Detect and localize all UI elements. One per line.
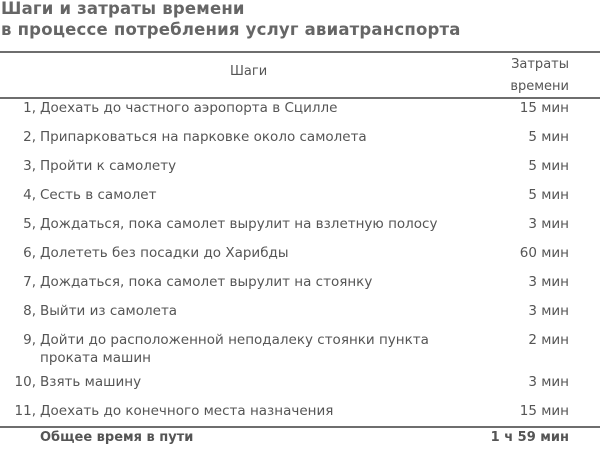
step-text: Долететь без посадки до Харибды <box>40 245 289 261</box>
step-text: Дождаться, пока самолет вырулит на взлетную полосу <box>40 216 438 232</box>
page-title <box>1 0 461 40</box>
step-time: 3 мин <box>528 303 569 319</box>
step-number: 2, <box>23 129 36 145</box>
step-time: 2 мин <box>528 332 569 348</box>
step-time: 3 мин <box>528 216 569 232</box>
step-text: Доехать до частного аэропорта в Сцилле <box>40 100 338 116</box>
step-number: 7, <box>23 274 36 290</box>
step-number: 10, <box>14 374 36 390</box>
total-label: Общее время в пути <box>40 430 194 445</box>
step-time: 5 мин <box>528 158 569 174</box>
step-number: 3, <box>23 158 36 174</box>
step-text: Взять машину <box>40 374 142 390</box>
step-number: 5, <box>23 216 36 232</box>
step-time: 3 мин <box>528 274 569 290</box>
step-text: Выйти из самолета <box>40 303 178 319</box>
step-number: 1, <box>23 100 36 116</box>
step-number: 4, <box>23 187 36 203</box>
title-line-2: в процессе потребления услуг авиатранспорта <box>1 20 461 39</box>
column-header-time-line-2: времени <box>510 79 569 94</box>
step-time: 3 мин <box>528 374 569 390</box>
step-text: Припарковаться на парковке около самолета <box>40 129 367 145</box>
step-time: 15 мин <box>519 100 569 116</box>
table-top-rule <box>0 51 600 53</box>
step-text: Дождаться, пока самолет вырулит на стоянку <box>40 274 373 290</box>
step-text: Дойти до расположенной неподалеку стоянки пункта проката машин <box>40 332 429 366</box>
total-rule <box>0 426 600 428</box>
column-header-time-line-1: Затраты <box>511 57 569 72</box>
step-number: 6, <box>23 245 36 261</box>
total-value: 1 ч 59 мин <box>490 430 569 445</box>
step-number: 11, <box>14 403 36 419</box>
step-time: 15 мин <box>519 403 569 419</box>
step-time: 5 мин <box>528 187 569 203</box>
title-line-1: Шаги и затраты времени <box>1 0 245 18</box>
step-number: 8, <box>23 303 36 319</box>
step-time: 60 мин <box>519 245 569 261</box>
column-header-steps: Шаги <box>230 64 268 79</box>
column-header-time <box>510 54 569 98</box>
step-text: Доехать до конечного места назначения <box>40 403 334 419</box>
step-number: 9, <box>23 332 36 348</box>
step-time: 5 мин <box>528 129 569 145</box>
step-text: Сесть в самолет <box>40 187 157 203</box>
step-text: Пройти к самолету <box>40 158 177 174</box>
